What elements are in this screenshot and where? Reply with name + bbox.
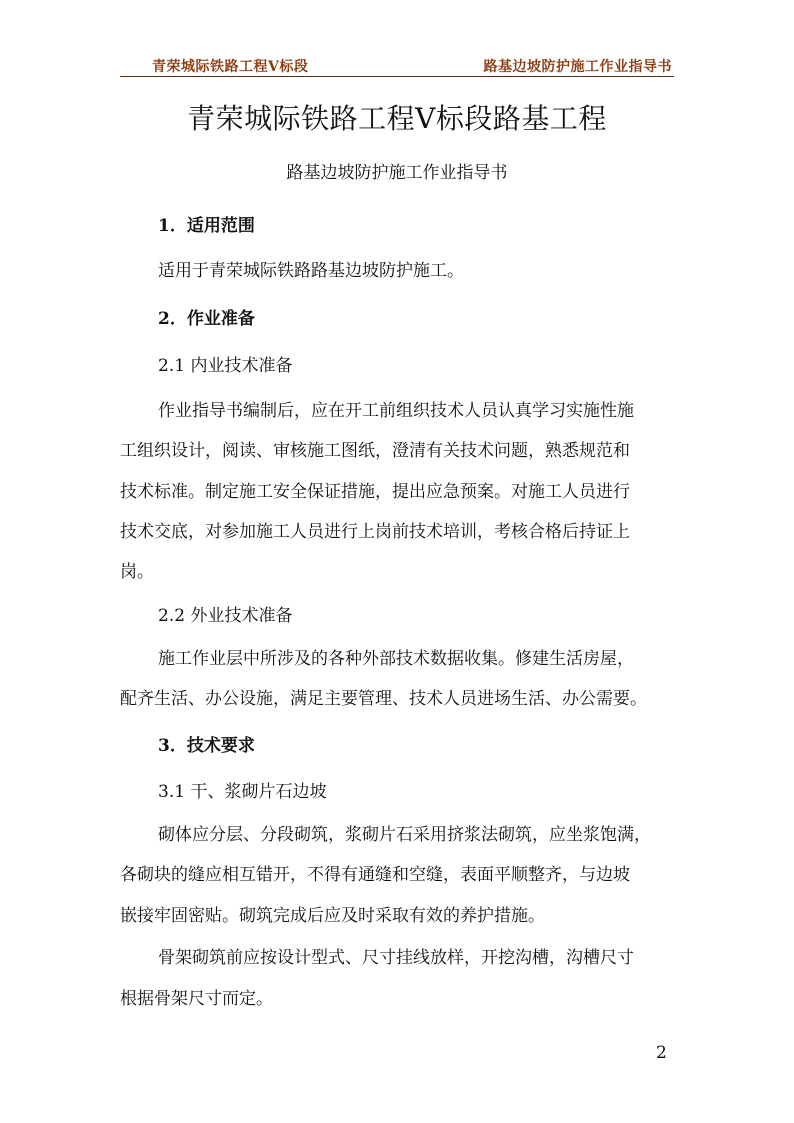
section-3-1-paragraph-1-line: 各砌块的缝应相互错开，不得有通缝和空缝，表面平顺整齐，与边坡 [120, 865, 630, 885]
section-3-1-paragraph-1-line: 砌体应分层、分段砌筑，浆砌片石采用挤浆法砌筑，应坐浆饱满， [158, 825, 651, 845]
page-header [120, 54, 674, 77]
section-2-1-line: 岗。 [120, 562, 154, 582]
page-number: 2 [656, 1043, 667, 1063]
section-3-heading: 3．技术要求 [158, 736, 255, 756]
document-title: 青荣城际铁路工程Ⅴ标段路基工程 [187, 102, 607, 135]
section-1-heading: 1．适用范围 [158, 216, 255, 236]
document-subtitle: 路基边坡防护施工作业指导书 [286, 163, 508, 183]
section-2-2-heading: 2.2 外业技术准备 [158, 606, 293, 626]
section-2-1-line: 技术标准。制定施工安全保证措施，提出应急预案。对施工人员进行 [120, 482, 630, 502]
section-2-1-heading: 2.1 内业技术准备 [158, 356, 293, 376]
section-2-heading: 2．作业准备 [158, 309, 255, 329]
section-2-2-line: 施工作业层中所涉及的各种外部技术数据收集。修建生活房屋， [158, 649, 634, 669]
section-1-text: 适用于青荣城际铁路路基边坡防护施工。 [158, 261, 464, 281]
section-2-1-line: 工组织设计，阅读、审核施工图纸，澄清有关技术问题，熟悉规范和 [120, 441, 630, 461]
section-2-1-line: 作业指导书编制后，应在开工前组织技术人员认真学习实施性施 [158, 401, 634, 421]
section-3-1-paragraph-2-line: 骨架砌筑前应按设计型式、尺寸挂线放样，开挖沟槽，沟槽尺寸 [158, 948, 634, 968]
header-left-text: 青荣城际铁路工程Ⅴ标段 [152, 59, 309, 75]
section-3-1-heading: 3.1 干、浆砌片石边坡 [158, 782, 327, 802]
section-3-1-paragraph-1-line: 嵌接牢固密贴。砌筑完成后应及时采取有效的养护措施。 [120, 906, 545, 926]
section-2-2-line: 配齐生活、办公设施，满足主要管理、技术人员进场生活、办公需要。 [120, 689, 647, 709]
header-right-text: 路基边坡防护施工作业指导书 [483, 59, 672, 75]
section-2-1-line: 技术交底，对参加施工人员进行上岗前技术培训，考核合格后持证上 [120, 522, 630, 542]
section-3-1-paragraph-2-line: 根据骨架尺寸而定。 [120, 989, 273, 1009]
